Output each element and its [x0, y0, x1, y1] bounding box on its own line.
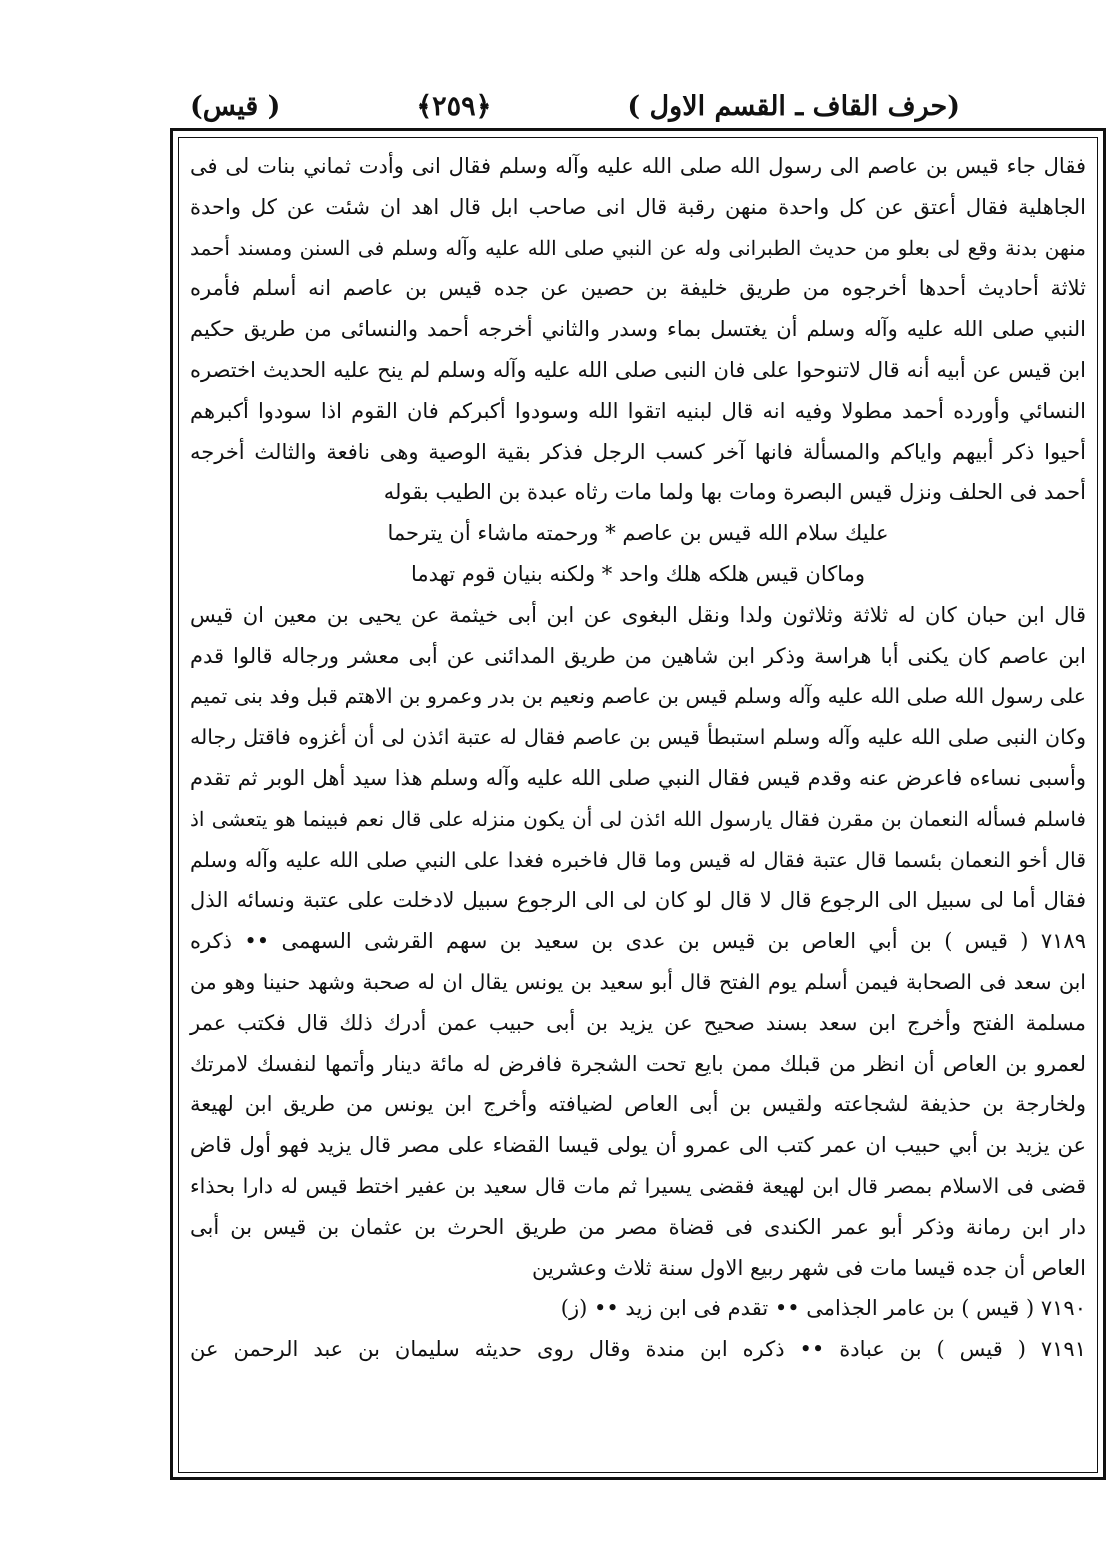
text-line: قال ابن حبان كان له ثلاثة وثلاثون ولدا ونقل البغوى عن ابن أبى خيثمة عن يحيى بن معين ان قيس [190, 602, 1086, 627]
text-line: مسلمة الفتح وأخرج ابن سعد بسند صحيح عن يزيد بن أبى حبيب عمن أدرك ذلك قال فكتب عمر [190, 1010, 1086, 1035]
text-line: منهن بدنة وقع لى بعلو من حديث الطبرانى وله عن النبي صلى الله عليه وآله وسلم فى السنن ومسند أحمد [190, 235, 1086, 260]
text-line: ابن سعد فى الصحابة فيمن أسلم يوم الفتح قال أبو سعيد بن يونس يقال ان له صحبة وشهد حنينا وهو من [190, 969, 1086, 994]
page-number: ﴿٢٥٩﴾ [416, 90, 492, 122]
text-line: ولخارجة بن حذيفة لشجاعته ولقيس بن أبى العاص لضيافته وأخرج ابن يونس من طريق ابن لهيعة [190, 1092, 1086, 1117]
text-line: أحيوا ذكر أبيهم واياكم والمسألة فانها آخر كسب الرجل فذكر بقية الوصية وهى نافعة والثالث أخرجه [190, 439, 1086, 464]
text-line: ابن قيس عن أبيه أنه قال لاتنوحوا على فان النبى صلى الله عليه وآله وسلم لم ينح عليه الحديث اختصره [190, 357, 1086, 382]
text-line: أحمد فى الحلف ونزل قيس البصرة ومات بها ولما مات رثاه عبدة بن الطيب بقوله [383, 480, 1086, 505]
text-line: فاسلم فسأله النعمان بن مقرن فقال يارسول الله ائذن لى أن يكون منزله على قال نعم فبينما هو يتعشى اذ [190, 806, 1086, 831]
text-line: ابن عاصم كان يكنى أبا هراسة وذكر ابن شاهين من طريق المدائنى عن أبى معشر ورجاله قالوا قدم [190, 643, 1086, 668]
text-line: قال أخو النعمان بئسما قال عتبة فقال له قيس وما قال فاخبره فغدا على النبي صلى الله عليه وآله وسلم [190, 847, 1086, 872]
poetry-verse: وماكان قيس هلكه هلك واحد * ولكنه بنيان قوم تهدما [410, 561, 866, 586]
text-line: النسائي وأورده أحمد مطولا وفيه انه قال لبنيه اتقوا الله وسودوا أكبركم فان القوم اذا سودوا أكبرهم [190, 398, 1086, 423]
text-line: لعمرو بن العاص أن انظر من قبلك ممن بايع تحت الشجرة فافرض له مائة دينار وأتمها لنفسك لامرتك [190, 1051, 1086, 1076]
text-line: عن يزيد بن أبي حبيب ان عمر كتب الى عمرو أن يولى قيسا القضاء على مصر قال يزيد فهو أول قاض [190, 1133, 1086, 1158]
text-line: فقال جاء قيس بن عاصم الى رسول الله صلى الله عليه وآله وسلم فقال انى وأدت ثماني بنات لى فى [190, 154, 1086, 178]
entry-heading-7189: ٧١٨٩ ( قيس ) بن أبي العاص بن قيس بن عدى بن سعيد بن سهم القرشى السهمى •• ذكره [190, 929, 1086, 954]
poetry-verse: عليك سلام الله قيس بن عاصم * ورحمته ماشاء أن يترحما [387, 521, 889, 546]
text-line: العاص أن جده قيسا مات فى شهر ربيع الاول سنة ثلاث وعشرين [531, 1255, 1086, 1280]
text-line: وأسبى نساءه فاعرض عنه وقدم قيس فقال النبي صلى الله عليه وآله وسلم هذا سيد أهل الوبر ثم تقدم [190, 765, 1086, 790]
entry-heading-7191: ٧١٩١ ( قيس ) بن عبادة •• ذكره ابن مندة وقال روى حديثه سليمان بن عبد الرحمن عن [190, 1337, 1086, 1362]
text-line: ثلاثة أحاديث أحدها أخرجوه من طريق خليفة بن حصين عن جده قيس بن عاصم انه أسلم فأمره [190, 276, 1086, 301]
text-line: النبي صلى الله عليه وآله وسلم أن يغتسل بماء وسدر والثاني أخرجه أحمد والنسائى من طريق حكيم [190, 317, 1086, 342]
body-text [186, 146, 1090, 1468]
running-head-entry: ( قيس) [190, 90, 281, 122]
text-line: دار ابن رمانة وذكر أبو عمر الكندى فى قضاة مصر من طريق الحرث بن عثمان بن قيس بن أبى [190, 1214, 1086, 1239]
text-line: وكان النبى صلى الله عليه وآله وسلم استبطأ قيس بن عاصم فقال له عتبة ائذن لى أن أغزوه فاقتل رجاله [190, 725, 1086, 750]
text-line: فقال أما لى سبيل الى الرجوع قال لا قال لو كان لى الى الرجوع سبيل لادخلت على عتبة ونسائه الذل [190, 888, 1086, 913]
text-line: قضى فى الاسلام بمصر قال ابن لهيعة فقضى يسيرا ثم مات قال سعيد بن عفير اختط قيس له دارا بحذاء [190, 1173, 1086, 1198]
text-line: على رسول الله صلى الله عليه وآله وسلم قيس بن عاصم ونعيم بن بدر وعمرو بن الاهتم قبل وفد بنى تميم [190, 684, 1086, 709]
entry-heading-7190: ٧١٩٠ ( قيس ) بن عامر الجذامى •• تقدم فى ابن زيد •• (ز) [560, 1296, 1086, 1321]
text-line: الجاهلية فقال أعتق عن كل واحدة منهن رقبة قال انى صاحب ابل قال اهد ان شئت عن كل واحدة [190, 194, 1086, 219]
running-head [190, 86, 960, 126]
running-head-chapter: (حرف القاف ـ القسم الاول ) [627, 90, 960, 122]
